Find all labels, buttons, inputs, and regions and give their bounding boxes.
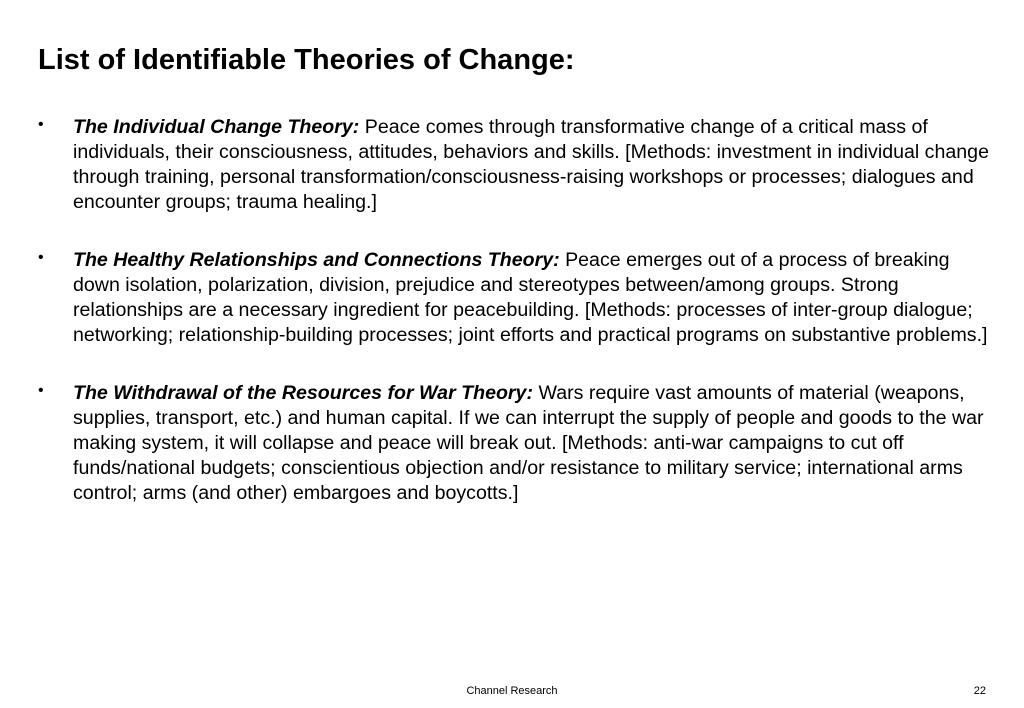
slide-title: List of Identifiable Theories of Change: <box>38 44 575 76</box>
bullet-icon: • <box>38 116 44 133</box>
theories-list <box>38 115 990 539</box>
theory-heading: The Withdrawal of the Resources for War Theory: <box>73 382 533 404</box>
theory-description: Wars require vast amounts of material (weapons, supplies, transport, etc.) and human capital. If we can interrupt the supply of people and goods to the war making system, it will collapse and peace will break out. [Methods: anti-war campaigns to cut off funds/national budgets; conscientious objection and/or resistance to military service; international arms control; arms (and other) embargoes and boycotts.] <box>73 382 984 504</box>
footer-organization: Channel Research <box>466 685 558 697</box>
theory-description: Peace comes through transformative change of a critical mass of individuals, their consciousness, attitudes, behaviors and skills. [Methods: investment in individual change through training, personal transformation/consciousness-raising workshops or processes; dialogues and encounter groups; trauma healing.] <box>73 116 989 213</box>
theory-item-healthy-relationships <box>38 248 990 348</box>
theory-item-withdrawal-of-resources <box>38 381 990 506</box>
theory-heading: The Individual Change Theory: <box>73 116 360 138</box>
theory-item-individual-change <box>38 115 990 215</box>
bullet-icon: • <box>38 249 44 266</box>
theory-description: Peace emerges out of a process of breaking down isolation, polarization, division, prejudice and stereotypes between/among groups. Strong relationships are a necessary ingredient for peacebuilding. [Methods: processes of inter-group dialogue; networking; relationship-building processes; joint efforts and practical programs on substantive problems.] <box>73 249 988 346</box>
bullet-icon: • <box>38 382 44 399</box>
page-number: 22 <box>973 685 986 697</box>
theory-heading: The Healthy Relationships and Connections Theory: <box>73 249 560 271</box>
